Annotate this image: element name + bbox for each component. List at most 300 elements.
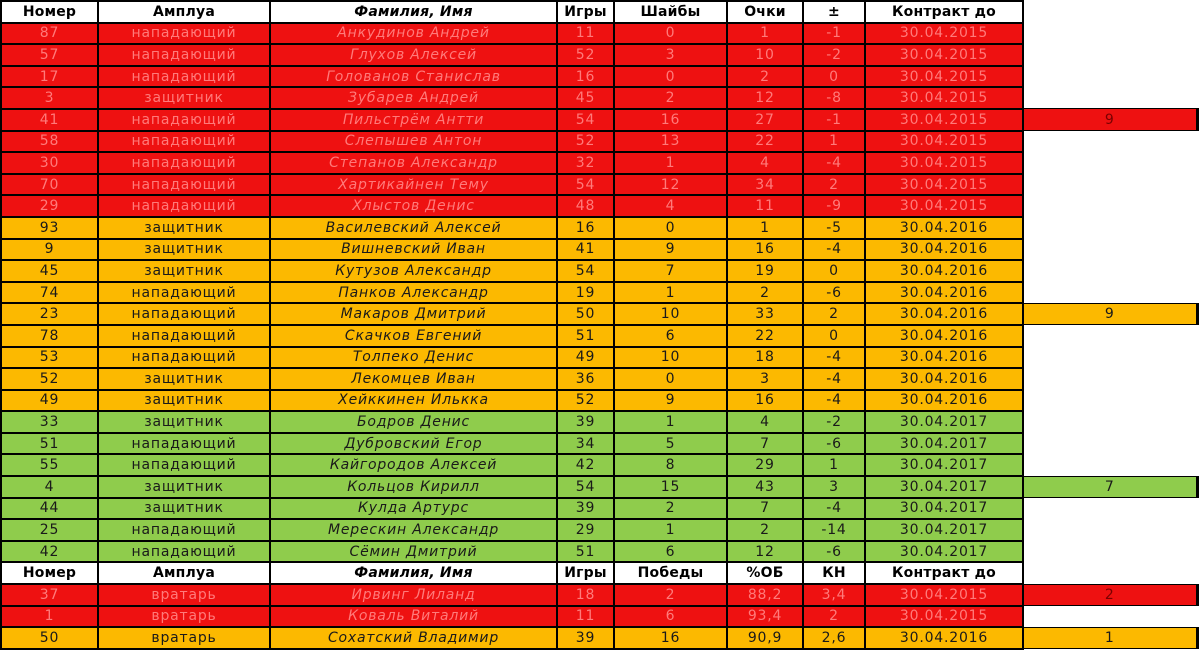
cell-goals[interactable]: 6: [614, 325, 727, 347]
cell-extra[interactable]: 2: [1023, 584, 1197, 606]
cell-contract[interactable]: 30.04.2015: [865, 606, 1023, 628]
cell-plus-minus[interactable]: -4: [803, 347, 865, 369]
cell-name[interactable]: Лекомцев Иван: [270, 368, 557, 390]
cell-position[interactable]: защитник: [98, 239, 270, 261]
skater-row: [1, 519, 1197, 541]
cell-goals[interactable]: 10: [614, 303, 727, 325]
cell-name[interactable]: Мерескин Александр: [270, 519, 557, 541]
cell-gaa[interactable]: 2: [803, 606, 865, 628]
cell-games[interactable]: 36: [557, 368, 614, 390]
cell-points[interactable]: 43: [727, 476, 803, 498]
cell-plus-minus[interactable]: -4: [803, 498, 865, 520]
cell-position[interactable]: защитник: [98, 476, 270, 498]
cell-extra[interactable]: 9: [1023, 303, 1197, 325]
cell-name[interactable]: Анкудинов Андрей: [270, 23, 557, 45]
goalie-row: [1, 627, 1197, 649]
header-contract[interactable]: Контракт до: [865, 562, 1023, 584]
cell-games[interactable]: 52: [557, 390, 614, 412]
cell-position[interactable]: нападающий: [98, 66, 270, 88]
skater-row: [1, 325, 1197, 347]
cell-contract[interactable]: 30.04.2016: [865, 239, 1023, 261]
cell-extra[interactable]: [1023, 195, 1197, 217]
cell-contract[interactable]: 30.04.2015: [865, 23, 1023, 45]
cell-save-pct[interactable]: 88,2: [727, 584, 803, 606]
cell-points[interactable]: 22: [727, 131, 803, 153]
header-plus-minus[interactable]: ±: [803, 1, 865, 23]
cell-games[interactable]: 54: [557, 260, 614, 282]
cell-name[interactable]: Бодров Денис: [270, 411, 557, 433]
cell-games[interactable]: 52: [557, 131, 614, 153]
cell-extra[interactable]: [1023, 606, 1197, 628]
cell-position[interactable]: нападающий: [98, 44, 270, 66]
cell-goals[interactable]: 6: [614, 541, 727, 563]
cell-extra[interactable]: 9: [1023, 109, 1197, 131]
cell-contract[interactable]: 30.04.2017: [865, 454, 1023, 476]
cell-contract[interactable]: 30.04.2015: [865, 584, 1023, 606]
cell-points[interactable]: 1: [727, 217, 803, 239]
cell-extra[interactable]: [1023, 87, 1197, 109]
cell-number[interactable]: 37: [1, 584, 98, 606]
goalies-header-row: [1, 562, 1197, 584]
cell-extra[interactable]: 1: [1023, 627, 1197, 649]
cell-name[interactable]: Кольцов Кирилл: [270, 476, 557, 498]
cell-plus-minus[interactable]: 1: [803, 454, 865, 476]
cell-extra[interactable]: [1023, 66, 1197, 88]
cell-number[interactable]: 44: [1, 498, 98, 520]
cell-number[interactable]: 51: [1, 433, 98, 455]
cell-contract[interactable]: 30.04.2016: [865, 347, 1023, 369]
cell-points[interactable]: 18: [727, 347, 803, 369]
cell-plus-minus[interactable]: 3: [803, 476, 865, 498]
skater-row: [1, 476, 1197, 498]
cell-number[interactable]: 42: [1, 541, 98, 563]
cell-contract[interactable]: 30.04.2015: [865, 152, 1023, 174]
cell-name[interactable]: Степанов Александр: [270, 152, 557, 174]
cell-points[interactable]: 4: [727, 411, 803, 433]
goalie-row: [1, 606, 1197, 628]
cell-name[interactable]: Хартикайнен Тему: [270, 174, 557, 196]
cell-name[interactable]: Кутузов Александр: [270, 260, 557, 282]
cell-number[interactable]: 93: [1, 217, 98, 239]
cell-games[interactable]: 50: [557, 303, 614, 325]
cell-position[interactable]: нападающий: [98, 282, 270, 304]
cell-goals[interactable]: 0: [614, 368, 727, 390]
cell-number[interactable]: 53: [1, 347, 98, 369]
cell-games[interactable]: 54: [557, 174, 614, 196]
cell-plus-minus[interactable]: -2: [803, 44, 865, 66]
header-position[interactable]: Амплуа: [98, 1, 270, 23]
skater-row: [1, 411, 1197, 433]
cell-goals[interactable]: 4: [614, 195, 727, 217]
skater-row: [1, 282, 1197, 304]
cell-position[interactable]: нападающий: [98, 454, 270, 476]
cell-plus-minus[interactable]: 2: [803, 303, 865, 325]
header-goals[interactable]: Шайбы: [614, 1, 727, 23]
cell-points[interactable]: 27: [727, 109, 803, 131]
cell-goals[interactable]: 0: [614, 66, 727, 88]
cell-games[interactable]: 11: [557, 606, 614, 628]
cell-plus-minus[interactable]: 0: [803, 66, 865, 88]
cell-goals[interactable]: 1: [614, 152, 727, 174]
cell-games[interactable]: 16: [557, 217, 614, 239]
cell-goals[interactable]: 9: [614, 239, 727, 261]
cell-position[interactable]: нападающий: [98, 174, 270, 196]
skater-row: [1, 454, 1197, 476]
cell-position[interactable]: защитник: [98, 217, 270, 239]
cell-extra[interactable]: 7: [1023, 476, 1197, 498]
cell-goals[interactable]: 7: [614, 260, 727, 282]
cell-points[interactable]: 16: [727, 390, 803, 412]
skaters-header-row: [1, 1, 1197, 23]
cell-wins[interactable]: 6: [614, 606, 727, 628]
cell-number[interactable]: 49: [1, 390, 98, 412]
cell-plus-minus[interactable]: -1: [803, 23, 865, 45]
header-contract[interactable]: Контракт до: [865, 1, 1023, 23]
cell-games[interactable]: 11: [557, 23, 614, 45]
cell-points[interactable]: 10: [727, 44, 803, 66]
header-extra: [1023, 1, 1197, 23]
cell-goals[interactable]: 9: [614, 390, 727, 412]
cell-number[interactable]: 33: [1, 411, 98, 433]
skater-row: [1, 498, 1197, 520]
header-name[interactable]: Фамилия, Имя: [270, 1, 557, 23]
header-gaa[interactable]: КН: [803, 562, 865, 584]
skater-row: [1, 44, 1197, 66]
cell-goals[interactable]: 5: [614, 433, 727, 455]
cell-points[interactable]: 3: [727, 368, 803, 390]
header-number[interactable]: Номер: [1, 562, 98, 584]
skater-row: [1, 152, 1197, 174]
cell-position[interactable]: защитник: [98, 411, 270, 433]
cell-plus-minus[interactable]: -4: [803, 239, 865, 261]
cell-number[interactable]: 58: [1, 131, 98, 153]
cell-name[interactable]: Кайгородов Алексей: [270, 454, 557, 476]
cell-games[interactable]: 39: [557, 411, 614, 433]
header-position[interactable]: Амплуа: [98, 562, 270, 584]
skater-row: [1, 195, 1197, 217]
cell-name[interactable]: Голованов Станислав: [270, 66, 557, 88]
cell-games[interactable]: 54: [557, 109, 614, 131]
cell-extra[interactable]: [1023, 368, 1197, 390]
cell-number[interactable]: 29: [1, 195, 98, 217]
cell-games[interactable]: 52: [557, 44, 614, 66]
cell-games[interactable]: 41: [557, 239, 614, 261]
cell-plus-minus[interactable]: -8: [803, 87, 865, 109]
cell-games[interactable]: 19: [557, 282, 614, 304]
cell-name[interactable]: Глухов Алексей: [270, 44, 557, 66]
cell-games[interactable]: 48: [557, 195, 614, 217]
skater-row: [1, 131, 1197, 153]
header-save-pct[interactable]: %ОБ: [727, 562, 803, 584]
cell-number[interactable]: 78: [1, 325, 98, 347]
cell-number[interactable]: 55: [1, 454, 98, 476]
cell-position[interactable]: нападающий: [98, 541, 270, 563]
cell-number[interactable]: 1: [1, 606, 98, 628]
cell-position[interactable]: нападающий: [98, 519, 270, 541]
skater-row: [1, 23, 1197, 45]
cell-wins[interactable]: 2: [614, 584, 727, 606]
cell-name[interactable]: Дубровский Егор: [270, 433, 557, 455]
cell-contract[interactable]: 30.04.2016: [865, 627, 1023, 649]
cell-contract[interactable]: 30.04.2016: [865, 217, 1023, 239]
cell-number[interactable]: 41: [1, 109, 98, 131]
cell-points[interactable]: 12: [727, 87, 803, 109]
cell-contract[interactable]: 30.04.2015: [865, 44, 1023, 66]
skater-row: [1, 260, 1197, 282]
cell-points[interactable]: 33: [727, 303, 803, 325]
skater-row: [1, 174, 1197, 196]
cell-extra[interactable]: [1023, 131, 1197, 153]
cell-extra[interactable]: [1023, 454, 1197, 476]
cell-extra[interactable]: [1023, 498, 1197, 520]
cell-points[interactable]: 2: [727, 519, 803, 541]
cell-extra[interactable]: [1023, 44, 1197, 66]
cell-extra[interactable]: [1023, 174, 1197, 196]
cell-points[interactable]: 2: [727, 282, 803, 304]
cell-number[interactable]: 25: [1, 519, 98, 541]
cell-position[interactable]: нападающий: [98, 195, 270, 217]
cell-name[interactable]: Ирвинг Лиланд: [270, 584, 557, 606]
cell-extra[interactable]: [1023, 347, 1197, 369]
cell-points[interactable]: 11: [727, 195, 803, 217]
cell-extra[interactable]: [1023, 325, 1197, 347]
cell-position[interactable]: нападающий: [98, 303, 270, 325]
header-number[interactable]: Номер: [1, 1, 98, 23]
cell-plus-minus[interactable]: -5: [803, 217, 865, 239]
cell-gaa[interactable]: 3,4: [803, 584, 865, 606]
cell-plus-minus[interactable]: -6: [803, 282, 865, 304]
cell-games[interactable]: 29: [557, 519, 614, 541]
cell-goals[interactable]: 3: [614, 44, 727, 66]
cell-extra[interactable]: [1023, 411, 1197, 433]
cell-number[interactable]: 50: [1, 627, 98, 649]
cell-contract[interactable]: 30.04.2017: [865, 411, 1023, 433]
cell-position[interactable]: защитник: [98, 390, 270, 412]
cell-goals[interactable]: 12: [614, 174, 727, 196]
cell-goals[interactable]: 13: [614, 131, 727, 153]
cell-contract[interactable]: 30.04.2016: [865, 260, 1023, 282]
skater-row: [1, 303, 1197, 325]
cell-position[interactable]: нападающий: [98, 152, 270, 174]
cell-number[interactable]: 30: [1, 152, 98, 174]
cell-points[interactable]: 2: [727, 66, 803, 88]
skater-row: [1, 217, 1197, 239]
cell-plus-minus[interactable]: -2: [803, 411, 865, 433]
cell-games[interactable]: 39: [557, 498, 614, 520]
cell-position[interactable]: нападающий: [98, 109, 270, 131]
cell-position[interactable]: защитник: [98, 87, 270, 109]
cell-points[interactable]: 29: [727, 454, 803, 476]
cell-points[interactable]: 7: [727, 433, 803, 455]
cell-name[interactable]: Хейккинен Илькка: [270, 390, 557, 412]
cell-contract[interactable]: 30.04.2016: [865, 325, 1023, 347]
cell-plus-minus[interactable]: -1: [803, 109, 865, 131]
cell-games[interactable]: 42: [557, 454, 614, 476]
cell-name[interactable]: Василевский Алексей: [270, 217, 557, 239]
header-games[interactable]: Игры: [557, 1, 614, 23]
cell-games[interactable]: 51: [557, 541, 614, 563]
cell-position[interactable]: защитник: [98, 498, 270, 520]
cell-extra[interactable]: [1023, 541, 1197, 563]
cell-name[interactable]: Хлыстов Денис: [270, 195, 557, 217]
cell-name[interactable]: Кулда Артурс: [270, 498, 557, 520]
cell-plus-minus[interactable]: -4: [803, 152, 865, 174]
cell-games[interactable]: 18: [557, 584, 614, 606]
cell-name[interactable]: Коваль Виталий: [270, 606, 557, 628]
cell-goals[interactable]: 15: [614, 476, 727, 498]
cell-contract[interactable]: 30.04.2017: [865, 476, 1023, 498]
cell-plus-minus[interactable]: -6: [803, 541, 865, 563]
skater-row: [1, 368, 1197, 390]
cell-points[interactable]: 7: [727, 498, 803, 520]
cell-name[interactable]: Слепышев Антон: [270, 131, 557, 153]
cell-number[interactable]: 74: [1, 282, 98, 304]
cell-games[interactable]: 16: [557, 66, 614, 88]
cell-plus-minus[interactable]: 0: [803, 325, 865, 347]
cell-extra[interactable]: [1023, 282, 1197, 304]
cell-points[interactable]: 19: [727, 260, 803, 282]
cell-goals[interactable]: 2: [614, 498, 727, 520]
cell-plus-minus[interactable]: 1: [803, 131, 865, 153]
cell-extra[interactable]: [1023, 23, 1197, 45]
cell-points[interactable]: 4: [727, 152, 803, 174]
cell-points[interactable]: 22: [727, 325, 803, 347]
cell-gaa[interactable]: 2,6: [803, 627, 865, 649]
cell-contract[interactable]: 30.04.2015: [865, 195, 1023, 217]
cell-number[interactable]: 57: [1, 44, 98, 66]
cell-plus-minus[interactable]: 0: [803, 260, 865, 282]
cell-position[interactable]: нападающий: [98, 347, 270, 369]
cell-contract[interactable]: 30.04.2016: [865, 368, 1023, 390]
cell-number[interactable]: 3: [1, 87, 98, 109]
cell-extra[interactable]: [1023, 433, 1197, 455]
cell-goals[interactable]: 0: [614, 217, 727, 239]
cell-contract[interactable]: 30.04.2017: [865, 433, 1023, 455]
cell-position[interactable]: вратарь: [98, 584, 270, 606]
cell-contract[interactable]: 30.04.2016: [865, 303, 1023, 325]
cell-extra[interactable]: [1023, 217, 1197, 239]
cell-extra[interactable]: [1023, 390, 1197, 412]
cell-points[interactable]: 16: [727, 239, 803, 261]
cell-contract[interactable]: 30.04.2017: [865, 541, 1023, 563]
cell-number[interactable]: 23: [1, 303, 98, 325]
cell-games[interactable]: 49: [557, 347, 614, 369]
cell-plus-minus[interactable]: 2: [803, 174, 865, 196]
cell-number[interactable]: 52: [1, 368, 98, 390]
cell-contract[interactable]: 30.04.2015: [865, 131, 1023, 153]
cell-wins[interactable]: 16: [614, 627, 727, 649]
cell-number[interactable]: 45: [1, 260, 98, 282]
cell-contract[interactable]: 30.04.2015: [865, 174, 1023, 196]
cell-number[interactable]: 17: [1, 66, 98, 88]
cell-number[interactable]: 87: [1, 23, 98, 45]
cell-extra[interactable]: [1023, 152, 1197, 174]
cell-extra[interactable]: [1023, 239, 1197, 261]
cell-games[interactable]: 39: [557, 627, 614, 649]
cell-goals[interactable]: 8: [614, 454, 727, 476]
cell-position[interactable]: вратарь: [98, 606, 270, 628]
header-name[interactable]: Фамилия, Имя: [270, 562, 557, 584]
cell-goals[interactable]: 10: [614, 347, 727, 369]
cell-plus-minus[interactable]: -4: [803, 368, 865, 390]
cell-position[interactable]: вратарь: [98, 627, 270, 649]
cell-plus-minus[interactable]: -14: [803, 519, 865, 541]
cell-goals[interactable]: 0: [614, 23, 727, 45]
cell-goals[interactable]: 1: [614, 519, 727, 541]
cell-name[interactable]: Скачков Евгений: [270, 325, 557, 347]
cell-contract[interactable]: 30.04.2017: [865, 498, 1023, 520]
cell-number[interactable]: 70: [1, 174, 98, 196]
cell-name[interactable]: Сохатский Владимир: [270, 627, 557, 649]
cell-points[interactable]: 34: [727, 174, 803, 196]
cell-contract[interactable]: 30.04.2015: [865, 87, 1023, 109]
cell-position[interactable]: нападающий: [98, 23, 270, 45]
cell-name[interactable]: Зубарев Андрей: [270, 87, 557, 109]
cell-plus-minus[interactable]: -4: [803, 390, 865, 412]
header-games[interactable]: Игры: [557, 562, 614, 584]
skater-row: [1, 109, 1197, 131]
skater-row: [1, 390, 1197, 412]
skater-row: [1, 433, 1197, 455]
cell-games[interactable]: 54: [557, 476, 614, 498]
cell-plus-minus[interactable]: -6: [803, 433, 865, 455]
header-extra: [1023, 562, 1197, 584]
cell-number[interactable]: 4: [1, 476, 98, 498]
cell-contract[interactable]: 30.04.2015: [865, 66, 1023, 88]
cell-position[interactable]: защитник: [98, 368, 270, 390]
cell-goals[interactable]: 1: [614, 411, 727, 433]
cell-name[interactable]: Панков Александр: [270, 282, 557, 304]
cell-contract[interactable]: 30.04.2016: [865, 390, 1023, 412]
skater-row: [1, 87, 1197, 109]
cell-games[interactable]: 45: [557, 87, 614, 109]
cell-name[interactable]: Пильстрём Антти: [270, 109, 557, 131]
cell-position[interactable]: нападающий: [98, 131, 270, 153]
cell-points[interactable]: 1: [727, 23, 803, 45]
cell-save-pct[interactable]: 90,9: [727, 627, 803, 649]
cell-position[interactable]: защитник: [98, 260, 270, 282]
cell-contract[interactable]: 30.04.2016: [865, 282, 1023, 304]
cell-goals[interactable]: 2: [614, 87, 727, 109]
cell-name[interactable]: Сёмин Дмитрий: [270, 541, 557, 563]
cell-contract[interactable]: 30.04.2015: [865, 109, 1023, 131]
cell-games[interactable]: 51: [557, 325, 614, 347]
cell-name[interactable]: Макаров Дмитрий: [270, 303, 557, 325]
skater-row: [1, 66, 1197, 88]
skater-row: [1, 347, 1197, 369]
cell-contract[interactable]: 30.04.2017: [865, 519, 1023, 541]
cell-name[interactable]: Вишневский Иван: [270, 239, 557, 261]
cell-games[interactable]: 34: [557, 433, 614, 455]
cell-goals[interactable]: 16: [614, 109, 727, 131]
cell-games[interactable]: 32: [557, 152, 614, 174]
header-points[interactable]: Очки: [727, 1, 803, 23]
cell-goals[interactable]: 1: [614, 282, 727, 304]
header-wins[interactable]: Победы: [614, 562, 727, 584]
cell-points[interactable]: 12: [727, 541, 803, 563]
cell-plus-minus[interactable]: -9: [803, 195, 865, 217]
cell-number[interactable]: 9: [1, 239, 98, 261]
cell-position[interactable]: нападающий: [98, 325, 270, 347]
cell-extra[interactable]: [1023, 519, 1197, 541]
cell-name[interactable]: Толпеко Денис: [270, 347, 557, 369]
cell-save-pct[interactable]: 93,4: [727, 606, 803, 628]
cell-position[interactable]: нападающий: [98, 433, 270, 455]
skater-row: [1, 541, 1197, 563]
skater-row: [1, 239, 1197, 261]
cell-extra[interactable]: [1023, 260, 1197, 282]
goalie-row: [1, 584, 1197, 606]
